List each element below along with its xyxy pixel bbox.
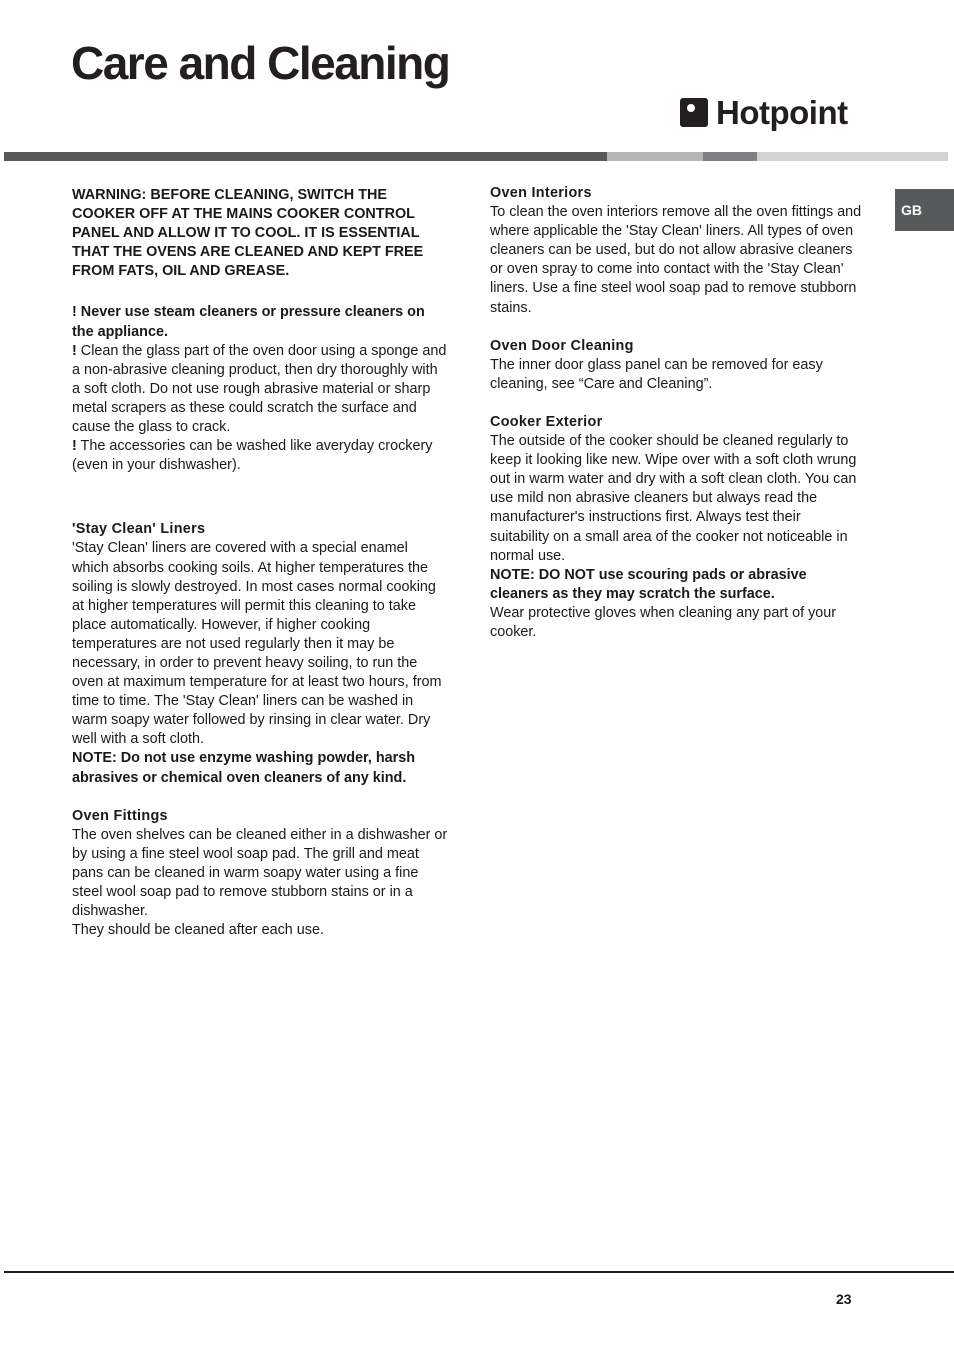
note-item — [72, 303, 448, 341]
language-tab: GB — [895, 189, 954, 231]
section-body-fittings: The oven shelves can be cleaned either in a dishwasher or by using a fine steel wool soap pad. The grill and meat pans can be cleaned in warm soapy water using a fine steel wool soap pad to remove stubborn stains or in a dishwasher. — [72, 826, 448, 920]
section-body-door: The inner door glass panel can be removed for easy cleaning, see “Care and Cleaning”. — [490, 356, 823, 392]
section-heading-interiors: Oven Interiors — [490, 185, 592, 201]
section-body-liners: 'Stay Clean' liners are covered with a special enamel which absorbs cooking soils. At higher temperatures the soiling is slowly destroyed. In most cases normal cooking at higher temperatures will permit this cleaning to take place automatically. However, if higher cooking temperatures are not used regularly then it may be necessary, in order to prevent heavy soiling, to run the oven at maximum temperature for at least two hours, from time to time. The 'Stay Clean' liners can be washed in warm soapy water followed by rinsing in clear water. Dry well with a soft cloth. — [72, 540, 442, 748]
section-body-fittings-2: They should be cleaned after each use. — [72, 922, 325, 939]
section-heading-exterior: Cooker Exterior — [490, 413, 603, 430]
section-heading-door: Oven Door Cleaning — [490, 337, 634, 354]
warning-text: WARNING: BEFORE CLEANING, SWITCH THE COOKER OFF AT THE MAINS COOKER CONTROL PANEL AND ALLOW IT TO COOL. IT IS ESSENTIAL THAT THE OVENS ARE CLEANED AND KEPT FREE FROM FATS, OIL AND GREASE. — [72, 187, 424, 280]
exclamation-icon: ! — [72, 438, 77, 455]
header-bar-light — [607, 152, 703, 161]
exclamation-icon: ! — [72, 304, 77, 321]
section-body-interiors: To clean the oven interiors remove all the oven fittings and where applicable the 'Stay Clean' liners. All types of oven cleaners can be used, but do not allow abrasive cleaners or oven spray to come into contact with the 'Stay Clean' liners. Use a fine steel wool soap pad to remove stubborn stains. — [490, 204, 862, 316]
note-item — [72, 437, 448, 475]
note-text: Never use steam cleaners or pressure cleaners on the appliance. — [72, 304, 425, 340]
section-heading-fittings: Oven Fittings — [72, 807, 168, 824]
header-bar-pale — [757, 152, 948, 161]
section-body-exterior: The outside of the cooker should be cleaned regularly to keep it looking like new. Wipe over with a soft cloth wrung out in warm water and dry with a soft clean cloth. You can use mild non abrasive cleaners but always read the manufacturer's instructions first. Always test their suitability on a small area of the cooker not noticeable in normal use. — [490, 433, 857, 564]
page-number: 23 — [836, 1291, 852, 1307]
note-item — [72, 342, 448, 437]
section-heading-liners: 'Stay Clean' Liners — [72, 521, 206, 538]
section-note-exterior: NOTE: DO NOT use scouring pads or abrasive cleaners as they may scratch the surface. — [490, 566, 807, 602]
left-column — [72, 186, 448, 940]
header-bar-dark — [4, 152, 607, 161]
header-bar-mid — [703, 152, 757, 161]
page-title: Care and Cleaning — [71, 37, 450, 89]
note-text: The accessories can be washed like averyday crockery (even in your dishwasher). — [72, 438, 433, 474]
brand-name: Hotpoint — [716, 93, 848, 131]
brand-logo — [680, 92, 848, 132]
section-body-exterior-2: Wear protective gloves when cleaning any part of your cooker. — [490, 604, 837, 640]
right-column — [490, 184, 862, 642]
exclamation-icon: ! — [72, 342, 77, 359]
hotpoint-logo-icon — [680, 98, 708, 127]
section-note-liners: NOTE: Do not use enzyme washing powder, harsh abrasives or chemical oven cleaners of any kind. — [72, 750, 416, 786]
note-text: Clean the glass part of the oven door using a sponge and a non-abrasive cleaning product, then dry thoroughly with a soft cloth. Do not use rough abrasive material or sharp metal scrapers as these could scratch the surface and cause the glass to crack. — [72, 342, 447, 436]
footer-rule — [4, 1271, 954, 1273]
